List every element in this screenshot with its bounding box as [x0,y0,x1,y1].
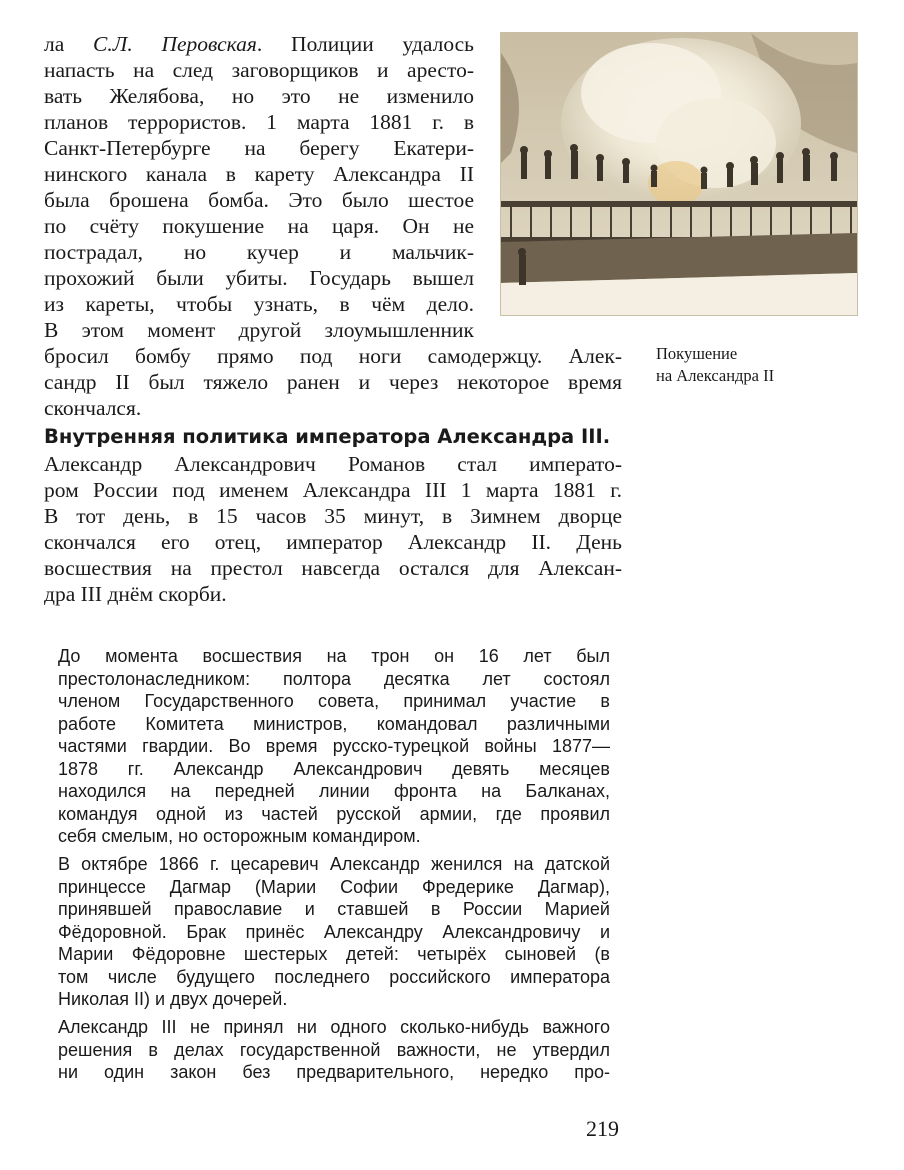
text-line: из кареты, чтобы узнать, в чём дело. [44,292,474,316]
caption-line: Покушение [656,344,738,363]
text-line: находился на передней линии фронта на Балканах, [58,781,610,801]
text-line: прохожий были убиты. Государь вышел [44,266,474,290]
text-line: себя смелым, но осторожным командиром. [58,826,421,846]
text-line: принявшей православие и ставшей в России Марией [58,899,610,919]
text-line: Николая II) и двух дочерей. [58,989,288,1009]
engraving-illustration [500,32,858,316]
text-line: Александр III не принял ни одного сколько-нибудь важного [58,1017,610,1037]
text-line: работе Комитета министров, командовал различными [58,713,610,734]
text-line: бросил бомбу прямо под ноги самодержцу. Алек- [44,344,622,368]
page-number: 219 [586,1116,619,1141]
text-line: нинского канала в карету Александра II [44,162,474,186]
text-line: была брошена бомба. Это было шестое [44,188,474,212]
text-line: Санкт-Петербурге на берегу Екатери- [44,136,474,160]
text-line: напасть на след заговорщиков и аресто- [44,58,474,82]
text-line: 1878 гг. Александр Александрович девять месяцев [58,758,610,779]
engraving-assassination-scene-icon [501,33,857,315]
text-line: командуя одной из частей русской армии, где проявил [58,803,610,824]
text-line: сандр II был тяжело ранен и через некоторое время [44,370,622,394]
text-line: ла С.Л. Перовская. Полиции удалось [44,32,474,56]
text-line: ром России под именем Александра III 1 марта 1881 г. [44,478,622,502]
text-line: восшествия на престол навсегда остался для Алексан- [44,556,622,580]
text-line: ни один закон без предварительного, нередко про- [58,1062,610,1082]
text-line: В тот день, в 15 часов 35 минут, в Зимнем дворце [44,504,622,528]
caption-line: на Александра II [656,366,775,385]
text-line: Фёдоровной. Брак принёс Александру Александровичу и [58,921,610,942]
text-line: скончался его отец, император Александр II. День [44,530,622,554]
text-line: До момента восшествия на трон он 16 лет был [58,646,610,666]
text-line: Александр Александрович Романов стал императо- [44,452,622,476]
text-line: Марии Фёдоровне шестерых детей: четырёх сыновей (в [58,944,610,964]
text-line: решения в делах государственной важности, не утвердил [58,1039,610,1060]
text-line: пострадал, но кучер и мальчик- [44,240,474,264]
text-line: В октябре 1866 г. цесаревич Александр женился на датской [58,854,610,874]
text-line: частями гвардии. Во время русско-турецкой войны 1877— [58,736,610,756]
text-line: В этом момент другой злоумышленник [44,318,474,342]
text-line: дра III днём скорби. [44,582,227,606]
text-line: планов террористов. 1 марта 1881 г. в [44,110,474,134]
figure-caption [656,343,856,387]
text-line: членом Государственного совета, принимал участие в [58,691,610,711]
text-line: том числе будущего последнего российского императора [58,966,610,987]
text-line: по счёту покушение на царя. Он не [44,214,474,238]
section-heading: Внутренняя политика императора Александра III. [44,425,611,448]
text-line: скончался. [44,396,142,420]
text-line: престолонаследником: полтора десятка лет состоял [58,668,610,689]
text-line: вать Желябова, но это не изменило [44,84,474,108]
text-line: принцессе Дагмар (Марии Софии Фредерике Дагмар), [58,876,610,897]
